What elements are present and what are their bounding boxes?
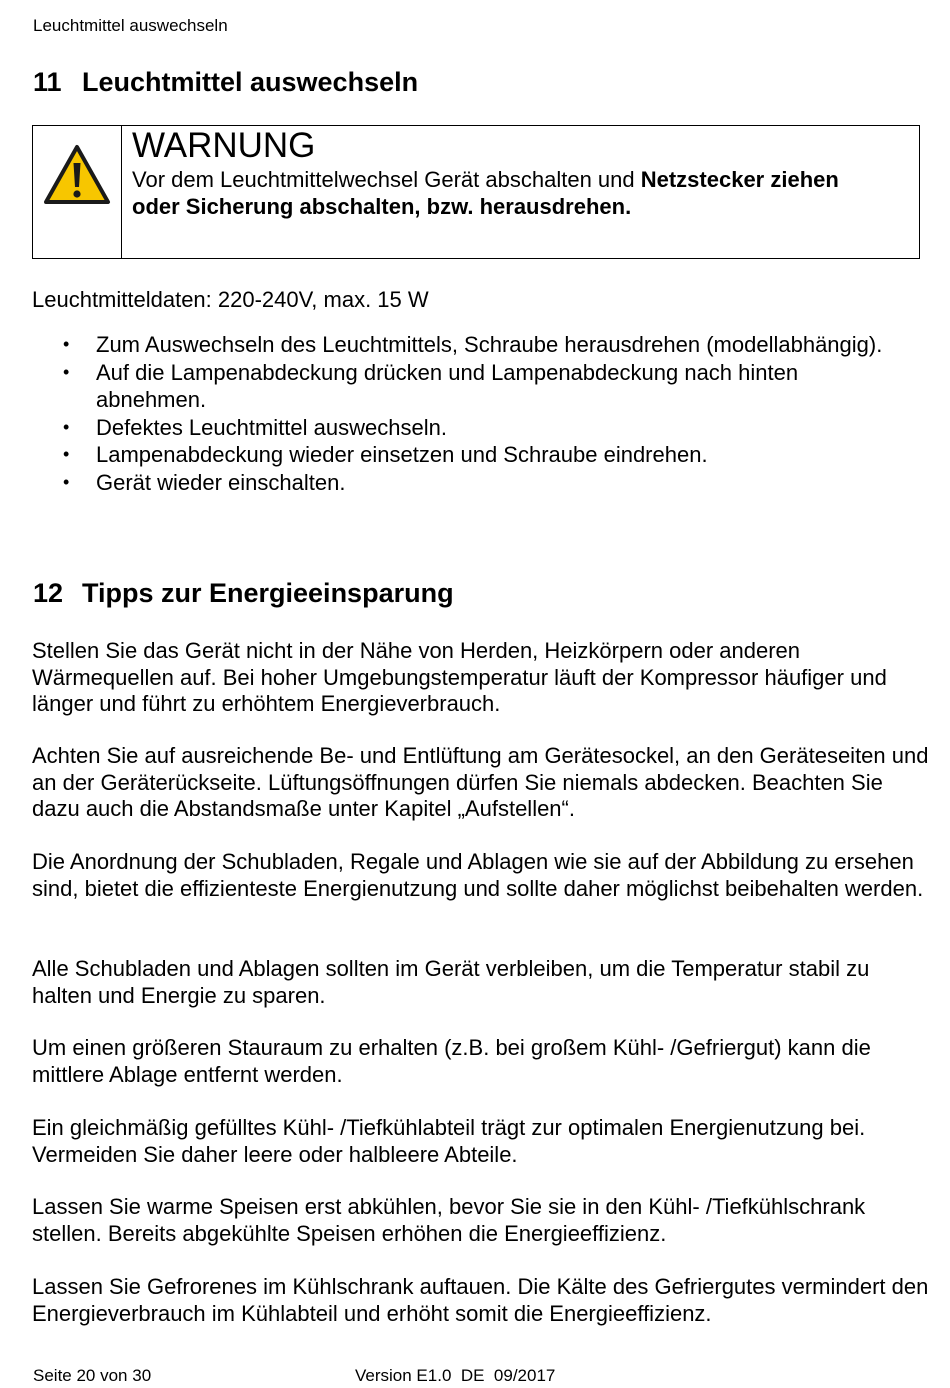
warning-heading: WARNUNG <box>132 126 316 165</box>
paragraph: Lassen Sie warme Speisen erst abkühlen, bevor Sie sie in den Kühl- /Tiefkühlschrank stellen. Bereits abgekühlte Speisen erhöhen die Energieeffizienz. <box>32 1194 866 1246</box>
warning-text-cell <box>122 126 892 258</box>
warning-icon-cell <box>33 126 122 258</box>
list-item <box>32 359 892 414</box>
bullet-icon: • <box>63 444 70 464</box>
paragraph: Achten Sie auf ausreichende Be- und Entlüftung am Gerätesockel, an den Geräteseiten und an der Geräterückseite. Lüftungsöffnungen dürfen Sie niemals abdecken. Beachten Sie dazu auch die Abstandsmaße unter Kapitel „Aufstellen“. <box>32 743 929 821</box>
list-item <box>32 331 892 359</box>
running-header: Leuchtmittel auswechseln <box>33 16 228 35</box>
section-title-11 <box>33 67 418 98</box>
bullet-icon: • <box>63 471 70 492</box>
footer-page-number: Seite 20 von 30 <box>33 1366 152 1385</box>
list-item-text: Lampenabdeckung wieder einsetzen und Schraube eindrehen. <box>96 442 708 467</box>
list-item <box>32 441 892 469</box>
list-item-text: Auf die Lampenabdeckung drücken und Lampenabdeckung nach hinten abnehmen. <box>96 359 799 412</box>
lamp-data-line: Leuchtmitteldaten: 220-240V, max. 15 W <box>32 287 429 312</box>
list-item <box>32 414 892 442</box>
section-number: 11 <box>33 67 62 97</box>
warning-triangle-icon <box>43 144 111 206</box>
list-item-text: Zum Auswechseln des Leuchtmittels, Schraube herausdrehen (modellabhängig). <box>96 332 883 357</box>
paragraph: Ein gleichmäßig gefülltes Kühl- /Tiefkühlabteil trägt zur optimalen Energienutzung bei. Vermeiden Sie daher leere oder halbleere Abteile. <box>32 1115 866 1167</box>
warning-text-normal: Vor dem Leuchtmittelwechsel Gerät abschalten und <box>132 167 641 192</box>
paragraph: Um einen größeren Stauraum zu erhalten (z.B. bei großem Kühl- /Gefriergut) kann die mittlere Ablage entfernt werden. <box>32 1035 871 1087</box>
list-item <box>32 469 892 497</box>
section-title-text: Leuchtmittel auswechseln <box>82 67 419 97</box>
footer-version: Version E1.0 DE 09/2017 <box>355 1366 556 1385</box>
warning-text-bold: Netzstecker ziehen oder Sicherung abschalten, bzw. herausdrehen. <box>132 167 839 219</box>
bullet-icon: • <box>63 361 70 382</box>
warning-box <box>32 125 920 259</box>
warning-text <box>132 166 892 220</box>
section-title-12 <box>33 578 454 609</box>
bullet-icon: • <box>63 416 70 437</box>
list-item-text: Defektes Leuchtmittel auswechseln. <box>96 414 447 440</box>
paragraph: Alle Schubladen und Ablagen sollten im Gerät verbleiben, um die Temperatur stabil zu halten und Energie zu sparen. <box>32 956 870 1008</box>
paragraph: Stellen Sie das Gerät nicht in der Nähe von Herden, Heizkörpern oder anderen Wärmequellen auf. Bei hoher Umgebungstemperatur läuft der Kompressor häufiger und länger und führt zu erhöhtem Energieverbrauch. <box>32 638 887 716</box>
section-title-text: Tipps zur Energieeinsparung <box>82 578 454 608</box>
list-item-text: Gerät wieder einschalten. <box>96 469 346 495</box>
bullet-icon: • <box>63 334 70 354</box>
section-number: 12 <box>33 578 64 608</box>
steps-list <box>32 331 892 496</box>
paragraph: Lassen Sie Gefrorenes im Kühlschrank auftauen. Die Kälte des Gefriergutes vermindert den Energieverbrauch im Kühlabteil und erhöht somit die Energieeffizienz. <box>32 1274 929 1326</box>
paragraph: Die Anordnung der Schubladen, Regale und Ablagen wie sie auf der Abbildung zu ersehen sind, bietet die effizienteste Energienutzung und sollte daher möglichst beibehalten werden. <box>32 849 924 901</box>
